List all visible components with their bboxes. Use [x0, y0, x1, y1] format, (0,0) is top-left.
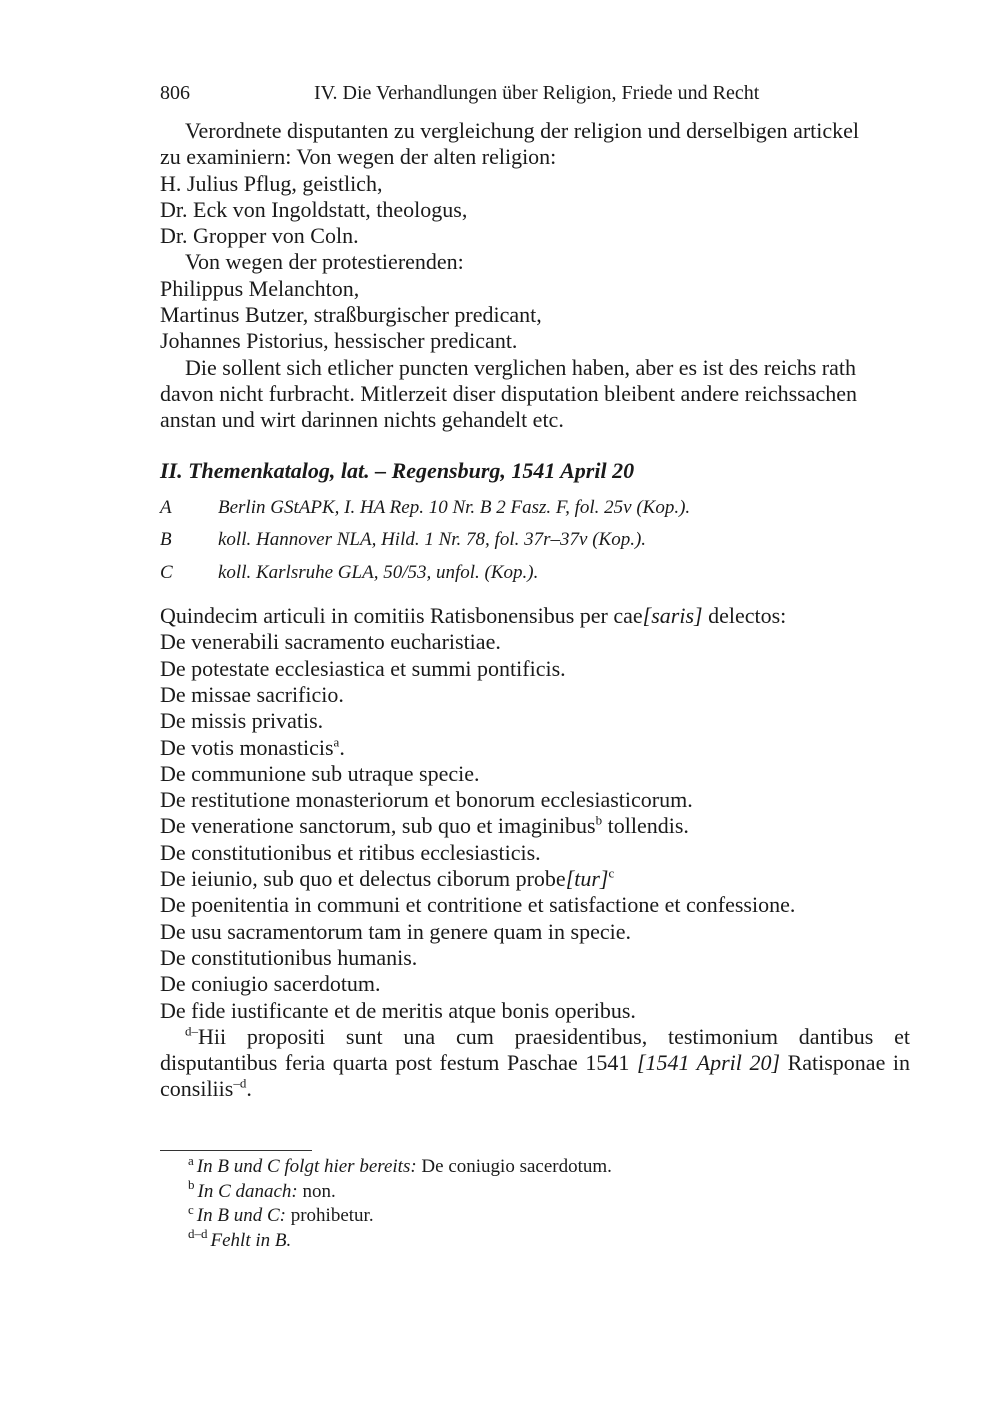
text-segment: .	[246, 1076, 252, 1102]
footnote-italic: In B und C folgt hier bereits:	[196, 1156, 417, 1177]
text-line: Dr. Eck von Ingoldstatt, theologus,	[160, 196, 468, 222]
article-line: De communione sub utraque specie.	[160, 760, 480, 786]
text-line: Martinus Butzer, straßburgischer predicant,	[160, 302, 542, 328]
running-title: IV. Die Verhandlungen über Religion, Friede und Recht	[314, 82, 760, 104]
text-segment: delectos:	[702, 603, 787, 629]
footnote-marker: b	[595, 813, 603, 829]
footnote-text: prohibetur.	[285, 1205, 374, 1226]
text-segment: Quindecim articuli in comitiis Ratisbonensibus per cae	[160, 603, 643, 629]
footnote-italic: Fehlt in B.	[210, 1229, 292, 1251]
text-line: Johannes Pistorius, hessischer predicant.	[160, 328, 518, 354]
intro-line	[160, 603, 910, 629]
footnote-rule	[160, 1150, 312, 1151]
section-heading: II. Themenkatalog, lat. – Regensburg, 1541 April 20	[160, 457, 635, 483]
text-segment: tollendis.	[602, 813, 689, 839]
footnote-text: non.	[297, 1180, 336, 1202]
footnote-marker: c	[608, 865, 615, 881]
editorial-insertion: [tur]	[565, 866, 609, 892]
source-text: koll. Karlsruhe GLA, 50/53, unfol. (Kop.).	[218, 561, 539, 583]
article-line: De coniugio sacerdotum.	[160, 971, 381, 997]
text-segment: .	[339, 734, 345, 760]
article-line	[160, 735, 910, 761]
page-body	[160, 78, 910, 1103]
text-segment: De veneratione sanctorum, sub quo et imaginibus	[160, 813, 596, 839]
source-text: koll. Hannover NLA, Hild. 1 Nr. 78, fol. 37r–37v (Kop.).	[218, 529, 647, 551]
section-disputants	[160, 118, 910, 434]
text-segment: Ratisponae in consiliis	[160, 1050, 911, 1102]
article-line: De restitutione monasteriorum et bonorum ecclesiasticorum.	[160, 787, 693, 813]
article-line: De missae sacrificio.	[160, 681, 344, 707]
footnote-mark: a	[188, 1152, 194, 1168]
footnote-italic: In B und C:	[196, 1205, 286, 1226]
text-segment: Hii propositi sunt una cum praesidentibus, testimonium dantibus et disputantibus feria quarta post festum Paschae 1541	[160, 1023, 910, 1076]
source-siglum: A	[160, 496, 172, 518]
source-item	[160, 492, 910, 525]
editorial-date: [1541 April 20]	[636, 1050, 781, 1076]
text-line: H. Julius Pflug, geistlich,	[160, 170, 383, 196]
source-item	[160, 524, 910, 557]
article-line: De usu sacramentorum tam in genere quam in specie.	[160, 918, 632, 944]
article-line: De potestate ecclesiastica et summi pontificis.	[160, 655, 566, 681]
text-line: anstan und wirt darinnen nichts gehandelt etc.	[160, 407, 564, 433]
footnote-marker: –d	[233, 1076, 247, 1092]
text-line: Von wegen der protestierenden:	[185, 249, 464, 275]
page-number: 806	[160, 82, 190, 104]
text-line: Verordnete disputanten zu vergleichung der religion und derselbigen artickel	[185, 118, 860, 143]
article-line: De fide iustificante et de meritis atque bonis operibus.	[160, 997, 636, 1023]
text-line: Dr. Gropper von Coln.	[160, 223, 359, 249]
footnote	[160, 1226, 910, 1254]
latin-article-list	[160, 603, 910, 1103]
article-line: De constitutionibus et ritibus ecclesiasticis.	[160, 839, 541, 865]
footnote	[160, 1152, 910, 1180]
footnote-marker: d–	[185, 1023, 198, 1039]
text-line: zu examiniern: Von wegen der alten religion:	[160, 144, 557, 170]
source-item	[160, 557, 910, 590]
source-siglum: B	[160, 529, 172, 551]
text-line: davon nicht furbracht. Mitlerzeit diser disputation bleibent andere reichssachen	[160, 380, 858, 406]
text-segment: De votis monasticis	[160, 734, 334, 760]
footnote-mark: d–d	[188, 1226, 208, 1242]
text-segment: De ieiunio, sub quo et delectus ciborum probe	[160, 866, 566, 892]
text-line: Die sollent sich etlicher puncten verglichen haben, aber es ist des reichs rath	[185, 354, 856, 380]
footnote-text: De coniugio sacerdotum.	[416, 1156, 612, 1177]
footnote	[160, 1201, 910, 1229]
text-line: Philippus Melanchton,	[160, 275, 360, 301]
footnotes	[160, 1150, 910, 1253]
article-line: De constitutionibus humanis.	[160, 944, 418, 970]
footnote-mark: c	[188, 1201, 194, 1217]
article-line	[160, 813, 910, 839]
source-text: Berlin GStAPK, I. HA Rep. 10 Nr. B 2 Fasz. F, fol. 25v (Kop.).	[218, 496, 691, 518]
footnote-mark: b	[188, 1177, 195, 1193]
article-line: De missis privatis.	[160, 708, 324, 734]
footnote	[160, 1177, 910, 1205]
article-line	[160, 866, 910, 892]
source-list	[160, 492, 910, 590]
footnote-marker: a	[333, 734, 340, 750]
footnote-italic: In C danach:	[197, 1180, 298, 1202]
source-siglum: C	[160, 561, 173, 583]
closing-paragraph	[160, 1024, 910, 1103]
article-line: De poenitentia in communi et contritione et satisfactione et confessione.	[160, 892, 796, 918]
running-head	[160, 78, 910, 108]
article-line: De venerabili sacramento eucharistiae.	[160, 629, 501, 655]
editorial-insertion: [saris]	[642, 603, 703, 629]
